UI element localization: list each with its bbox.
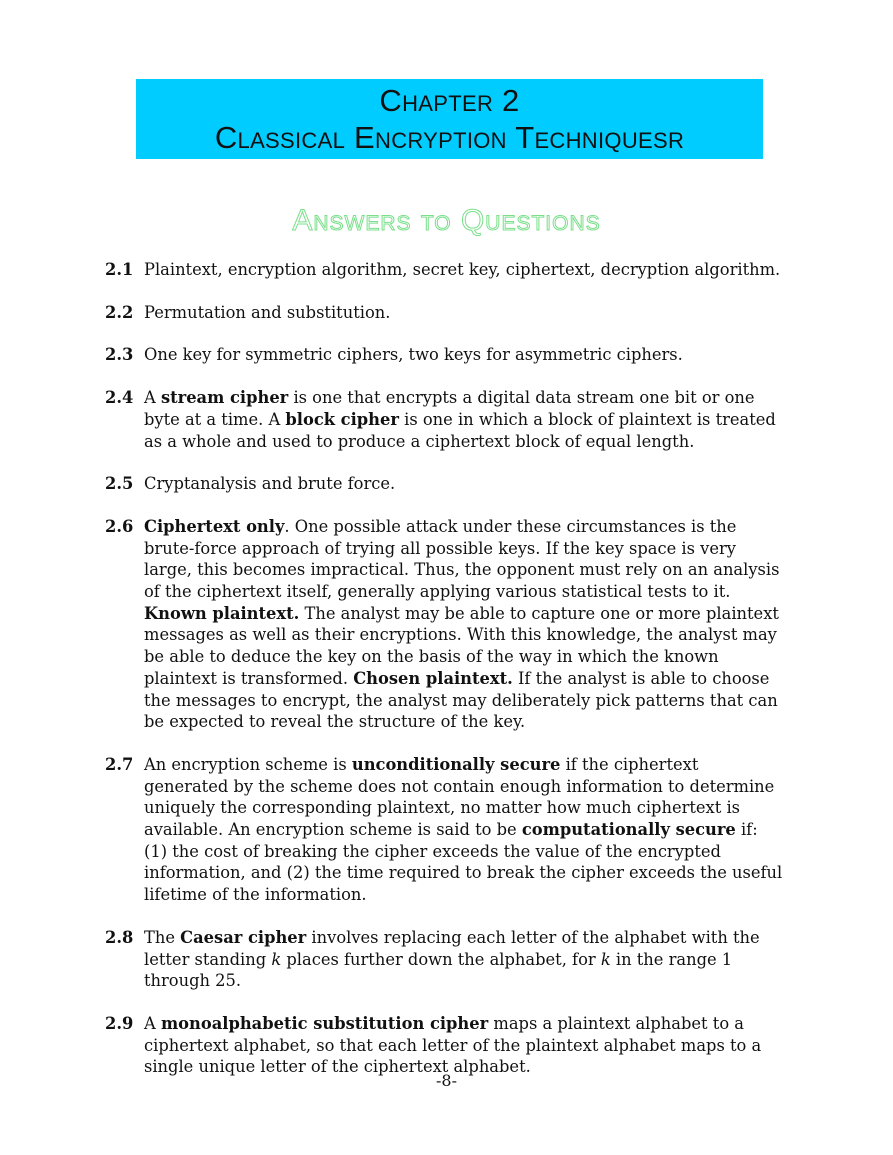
answer-text bbox=[144, 1013, 785, 1078]
answer-text-segment: A bbox=[144, 1013, 161, 1033]
answer-text-segment: Cryptanalysis and brute force. bbox=[144, 474, 396, 494]
answer-text bbox=[144, 387, 785, 452]
chapter-number: Chapter 2 bbox=[379, 83, 520, 118]
answer-text-segment: maps a plaintext alphabet to a ciphertext alphabet, so that each letter of the plaintext alphabet maps to a single unique letter of the ciphertext alphabet. bbox=[144, 1013, 762, 1077]
bold-term: computationally secure bbox=[521, 820, 736, 840]
italic-variable: k bbox=[271, 949, 282, 969]
answer-number: 2.3 bbox=[105, 345, 134, 365]
chapter-banner bbox=[136, 79, 763, 159]
answer-number: 2.6 bbox=[105, 516, 134, 536]
answer-text-segment: in the range 1 through 25. bbox=[144, 949, 733, 991]
answer-number: 2.8 bbox=[105, 927, 134, 947]
answer-text-segment: The bbox=[144, 927, 181, 947]
answer-number: 2.5 bbox=[105, 474, 134, 494]
bold-term: monoalphabetic substitution cipher bbox=[160, 1013, 489, 1033]
answer-text-segment: If the analyst is able to choose the messages to encrypt, the analyst may deliberately pick patterns that can be expected to reveal the structure of the key. bbox=[144, 668, 778, 732]
answer-number: 2.2 bbox=[105, 302, 134, 322]
answer-item bbox=[105, 302, 785, 324]
answer-item bbox=[105, 1013, 785, 1078]
answer-text-segment: involves replacing each letter of the alphabet with the letter standing bbox=[144, 927, 760, 969]
answer-item bbox=[105, 516, 785, 733]
answer-item bbox=[105, 259, 785, 281]
answer-text-segment: is one that encrypts a digital data stream one bit or one byte at a time. A bbox=[144, 388, 755, 429]
answer-text-segment: An encryption scheme is bbox=[144, 754, 352, 774]
answer-text-segment: A bbox=[144, 388, 161, 408]
answer-text-segment: One key for symmetric ciphers, two keys for asymmetric ciphers. bbox=[144, 345, 683, 365]
bold-term: Known plaintext. bbox=[144, 603, 300, 623]
answer-item bbox=[105, 754, 785, 906]
bold-term: stream cipher bbox=[160, 388, 289, 408]
bold-term: unconditionally secure bbox=[351, 754, 561, 774]
bold-term: Caesar cipher bbox=[180, 927, 307, 947]
bold-term: block cipher bbox=[285, 409, 399, 429]
answers-list bbox=[105, 259, 785, 1099]
answer-number: 2.1 bbox=[105, 260, 134, 279]
section-heading: Answers to Questions bbox=[292, 204, 601, 237]
answer-item bbox=[105, 344, 785, 366]
answer-text-segment: Permutation and substitution. bbox=[144, 302, 391, 322]
answer-text-segment: The analyst may be able to capture one or more plaintext messages as well as their encryptions. With this knowledge, the analyst may be able to deduce the key on the basis of the way in which the known plaintext is transformed. bbox=[144, 603, 779, 688]
answer-number: 2.9 bbox=[105, 1013, 134, 1033]
answer-text-segment: is one in which a block of plaintext is treated as a whole and used to produce a ciphertext block of equal length. bbox=[144, 409, 776, 451]
bold-term: Ciphertext only bbox=[144, 516, 285, 536]
answer-item bbox=[105, 927, 785, 992]
bold-term: Chosen plaintext. bbox=[353, 668, 513, 688]
page-number: -8- bbox=[436, 1071, 457, 1090]
answer-text bbox=[144, 302, 785, 324]
chapter-title: Classical Encryption Techniquesr bbox=[214, 120, 685, 155]
answer-number: 2.4 bbox=[105, 388, 134, 408]
answer-text bbox=[144, 344, 785, 366]
answer-text-segment: places further down the alphabet, for bbox=[281, 949, 601, 969]
answer-text bbox=[144, 259, 785, 281]
answer-text-segment: Plaintext, encryption algorithm, secret key, ciphertext, decryption algorithm. bbox=[144, 260, 781, 279]
answer-text bbox=[144, 754, 785, 906]
answer-text bbox=[144, 473, 785, 495]
answer-text-segment: if: (1) the cost of breaking the cipher exceeds the value of the encrypted information, and (2) the time required to break the cipher exceeds the useful lifetime of the information. bbox=[144, 820, 783, 905]
answer-item bbox=[105, 473, 785, 495]
answer-text bbox=[144, 516, 785, 733]
answer-text bbox=[144, 927, 785, 992]
answer-text-segment: if the ciphertext generated by the scheme does not contain enough information to determine uniquely the corresponding plaintext, no matter how much ciphertext is available. An encryption scheme is said to be bbox=[144, 754, 775, 840]
answer-text-segment: . One possible attack under these circumstances is the brute-force approach of trying all possible keys. If the key space is very large, this becomes impractical. Thus, the opponent must rely on an analysis of the ciphertext itself, generally applying various statistical tests to it. bbox=[144, 516, 780, 602]
answer-number: 2.7 bbox=[105, 754, 134, 774]
italic-variable: k bbox=[600, 949, 611, 969]
answer-item bbox=[105, 387, 785, 452]
